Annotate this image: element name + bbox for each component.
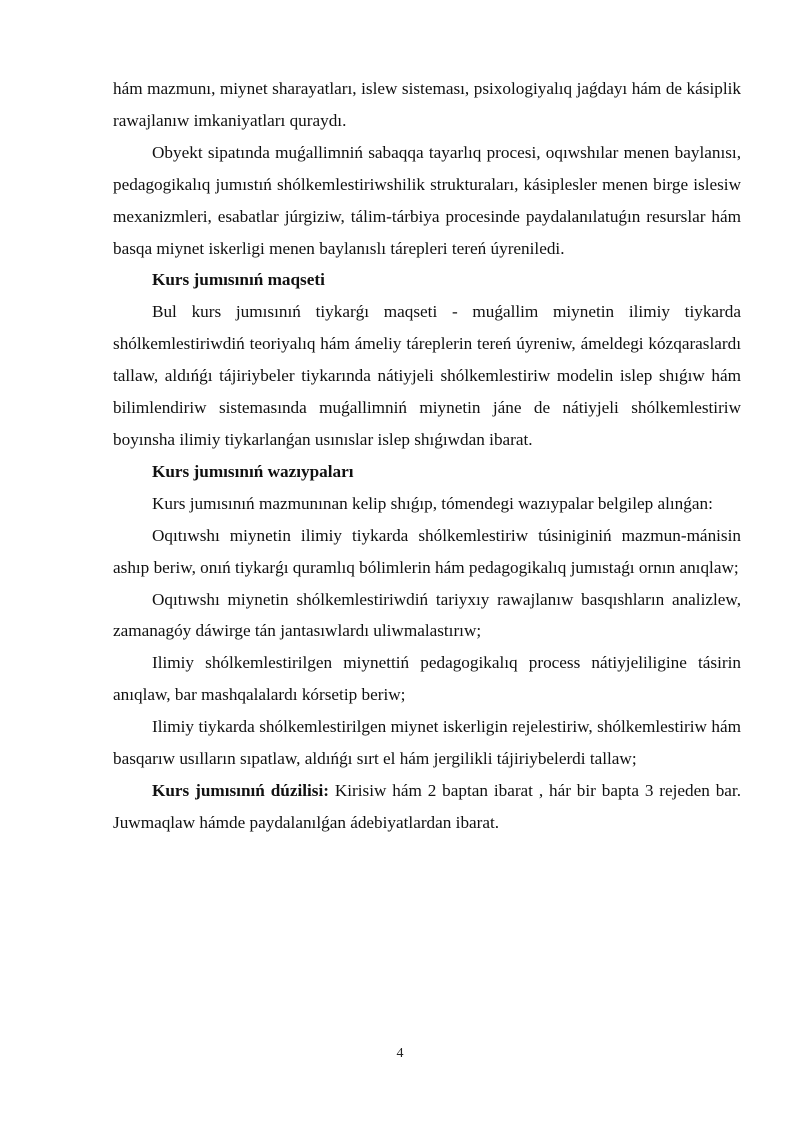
paragraph-tasks-intro: Kurs jumısınıń mazmunınan kelip shıǵıp, tómendegi wazıypalar belgilep alınǵan: (152, 493, 713, 513)
paragraph-task-2: Oqıtıwshı miynetin shólkemlestiriwdiń tariyxıy rawajlanıw basqıshların analizlew, zamanagóy dáwirge tán jantasıwlardı uliwmalastırıw; (113, 589, 741, 641)
heading-course-goal: Kurs jumısınıń maqseti (152, 270, 325, 290)
paragraph-task-3: Ilimiy shólkemlestirilgen miynettiń pedagogikalıq process nátiyjeliligine tásirin anıqlaw, bar mashqalalardı kórsetip beriw; (113, 653, 741, 705)
document-body (113, 73, 741, 839)
paragraph-goal: Bul kurs jumısınıń tiykarǵı maqseti - muǵallim miynetin ilimiy tiykarda shólkemlestiriwdiń teoriyalıq hám ámeliy táreplerin tereń úyreniw, ámeldegi kózqaraslardı tallaw, aldıńǵı tájiriybeler tiykarında nátiyjeli shólkemlestiriw modelin islep shıǵıw hám bilimlendiriw sistemasında muǵallimniń miynetin jáne de nátiyjeli shólkemlestiriw boyınsha ilimiy tiykarlanǵan usınıslar islep shıǵıwdan ibarat. (113, 302, 741, 449)
page-number: 4 (396, 1046, 404, 1061)
paragraph-object: Obyekt sipatında muǵallimniń sabaqqa tayarlıq procesi, oqıwshılar menen baylanısı, pedagogikalıq jumıstıń shólkemlestiriwshilik strukturaları, kásiplesler menen birge islesiw mexanizmleri, esabatlar júrgiziw, tálim-tárbiya procesinde paydalanılatuǵın resurslar hám basqa miynet iskerligi menen baylanıslı tárepleri tereń úyreniledi. (113, 142, 741, 258)
structure-text: Kirisiw hám 2 baptan ibarat , hár bir bapta 3 rejeden bar. Juwmaqlaw hámde paydalanılǵan ádebiyatlardan ibarat. (113, 780, 741, 832)
structure-label: Kurs jumısınıń dúzilisi: (152, 780, 329, 800)
paragraph-continuation: hám mazmunı, miynet sharayatları, islew sisteması, psixologiyalıq jaǵdayı hám de kásiplik rawajlanıw imkaniyatları quraydı. (113, 79, 741, 130)
paragraph-structure (113, 775, 741, 839)
heading-course-tasks: Kurs jumısınıń wazıypaları (152, 461, 354, 481)
paragraph-task-1: Oqıtıwshı miynetin ilimiy tiykarda shólkemlestiriw túsiniginiń mazmun-mánisin ashıp beriw, onıń tiykarǵı quramlıq bólimlerin hám pedagogikalıq jumıstaǵı ornın anıqlaw; (113, 525, 741, 577)
paragraph-task-4: Ilimiy tiykarda shólkemlestirilgen miynet iskerligin rejelestiriw, shólkemlestiriw hám basqarıw usılların sıpatlaw, aldıńǵı sırt el hám jergilikli tájiriybelerdi tallaw; (113, 717, 741, 769)
